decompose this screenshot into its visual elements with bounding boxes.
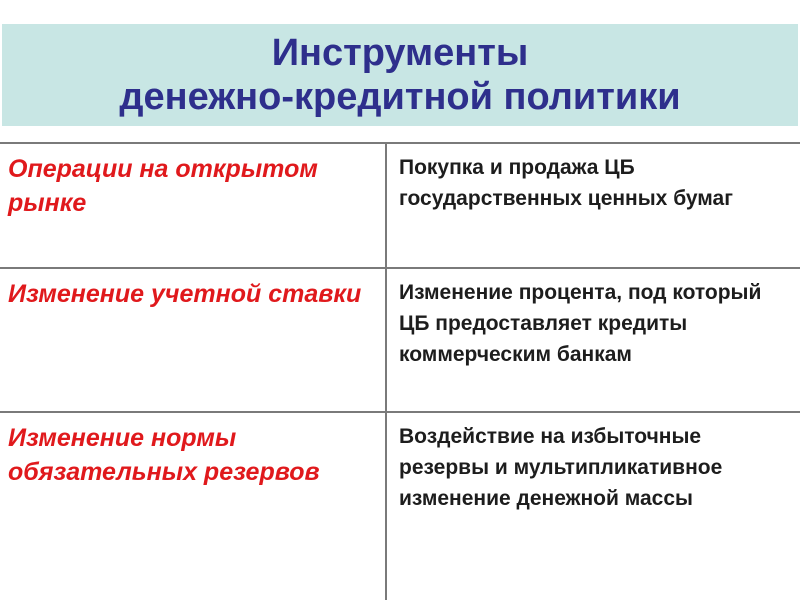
- page-title-line-1: Инструменты: [271, 32, 529, 74]
- instrument-name: Операции на открытом рынке: [8, 155, 318, 217]
- page-title-line-2: денежно-кредитной политики: [119, 76, 681, 118]
- instrument-cell: [0, 268, 386, 412]
- instrument-description: Покупка и продажа ЦБ государственных ценных бумаг: [399, 156, 733, 210]
- instrument-name: Изменение учетной ставки: [8, 280, 362, 308]
- table-row: [0, 412, 800, 600]
- description-cell: [386, 143, 800, 268]
- instrument-cell: [0, 143, 386, 268]
- title-banner: [2, 24, 798, 126]
- description-cell: [386, 268, 800, 412]
- instrument-name: Изменение нормы обязательных резервов: [8, 424, 320, 486]
- description-cell: [386, 412, 800, 600]
- table-row: [0, 268, 800, 412]
- instruments-table: [0, 142, 800, 600]
- table-row: [0, 143, 800, 268]
- instrument-description: Воздействие на избыточные резервы и мультипликативное изменение денежной массы: [399, 425, 723, 510]
- instrument-description: Изменение процента, под который ЦБ предоставляет кредиты коммерческим банкам: [399, 281, 762, 366]
- instrument-cell: [0, 412, 386, 600]
